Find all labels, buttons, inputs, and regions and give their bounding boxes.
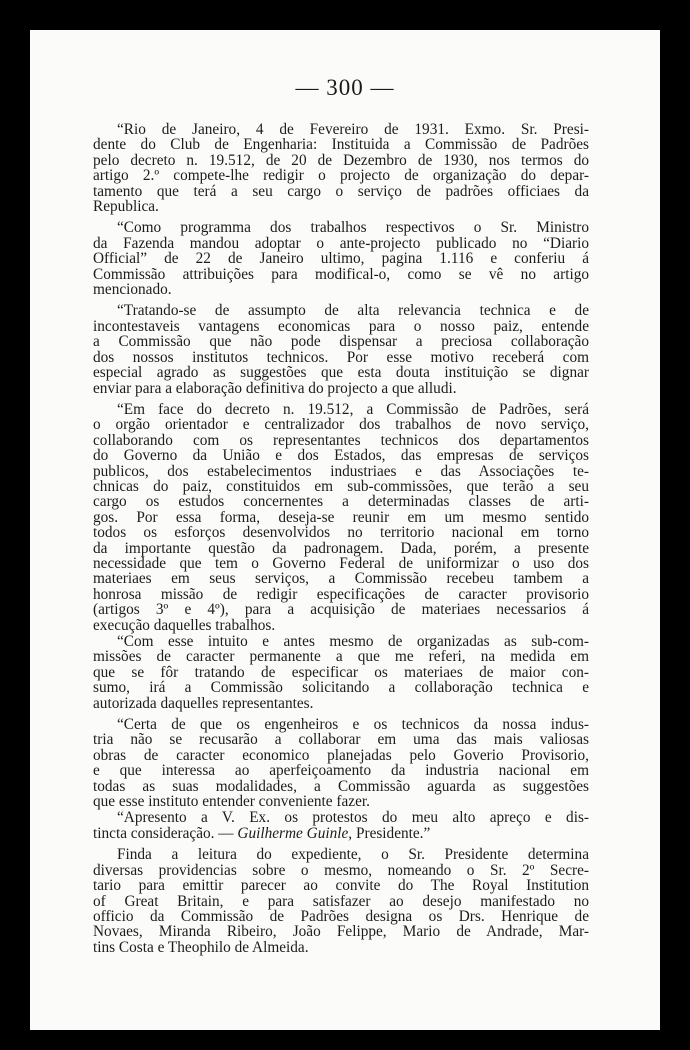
text-line: (artigos 3º e 4º), para a acquisição de materiaes necessarios á — [93, 601, 589, 619]
paragraph — [93, 634, 589, 711]
text-line: especial agrado as suggestões que esta douta instituição se dignar — [93, 364, 589, 382]
text-line: obras de caracter economico planejadas pelo Goverio Provisorio, — [93, 746, 589, 764]
paragraph — [93, 847, 589, 955]
text-line: officio da Commissão de Padrões designa os Drs. Henrique de — [93, 907, 589, 925]
text-line: materiaes em seus serviços, a Commissão recebeu tambem a — [93, 570, 589, 588]
text-line: Novaes, Miranda Ribeiro, João Felippe, Mario de Andrade, Mar- — [93, 923, 589, 941]
text-line: gos. Por essa forma, deseja-se reunir em um mesmo sentido — [93, 508, 589, 526]
text-line: pelo decreto n. 19.512, de 20 de Dezembro de 1930, nos termos do — [93, 151, 589, 169]
text-line: publicos, dos estabelecimentos industriaes e das Associações te- — [93, 462, 589, 480]
body-text — [93, 122, 589, 961]
text-line: “Com esse intuito e antes mesmo de organizadas as sub-com- — [117, 633, 589, 650]
text-line: Official” de 22 de Janeiro ultimo, pagina 1.116 e conferiu á — [93, 250, 589, 268]
text-line: autorizada daquelles representantes. — [93, 694, 314, 712]
text-line: tria não se recusarão a collaborar em uma das mais valiosas — [93, 731, 589, 749]
paragraph — [93, 717, 589, 809]
text-line: execução daquelles trabalhos. — [93, 616, 276, 634]
closing-line — [93, 826, 589, 841]
text-line: “Em face do decreto n. 19.512, a Commissão de Padrões, será — [117, 400, 589, 418]
text-line: tario para emittir parecer ao convite do The Royal Institution — [93, 877, 589, 895]
closing-pre: tincta consideração. — — [93, 824, 238, 842]
book-page — [30, 30, 660, 1030]
text-line: tins Costa e Theophilo de Almeida. — [93, 938, 309, 956]
text-line: honrosa missão de redigir especificações de caracter provisorio — [93, 585, 589, 603]
text-line: “Como programma dos trabalhos respectivos o Sr. Ministro — [117, 219, 589, 237]
paragraph — [93, 122, 589, 214]
text-line: dos nossos institutos technicos. Por esse motivo receberá com — [93, 348, 589, 366]
text-line: necessidade que tem o Governo Federal de uniformizar o uso dos — [93, 554, 589, 572]
text-line: “Rio de Janeiro, 4 de Fevereiro de 1931. Exmo. Sr. Presi- — [117, 121, 589, 138]
text-line: collaborando com os representantes technicos dos departamentos — [93, 431, 589, 449]
text-line: que se fôr tratando de especificar os materiaes de maior con- — [93, 663, 589, 681]
text-line: of Great Britain, e para satisfazer ao desejo manifestado no — [93, 892, 589, 910]
text-line: mencionado. — [93, 281, 172, 299]
text-line: Republica. — [93, 198, 159, 216]
signature-name: Guilherme Guinle, — [237, 824, 353, 842]
text-line: cargo os estudos concernentes a determinadas classes de arti- — [93, 493, 589, 511]
text-line: o orgão orientador e centralizador dos trabalhos de novo serviço, — [93, 416, 589, 434]
text-line: “Certa de que os engenheiros e os technicos da nossa indus- — [117, 716, 589, 734]
paragraph — [93, 810, 589, 841]
text-line: da Fazenda mandou adoptar o ante-projecto publicado no “Diario — [93, 234, 589, 252]
text-line: do Governo da União e dos Estados, das empresas de serviços — [93, 447, 589, 465]
text-line: dente do Club de Engenharia: Instituida a Commissão de Padrões — [93, 136, 589, 154]
text-line: que esse instituto entender conveniente fazer. — [93, 793, 370, 811]
text-line: Finda a leitura do expediente, o Sr. Presidente determina — [117, 846, 589, 864]
paragraph — [93, 402, 589, 633]
text-line: incontestaveis vantagens economicas para o nosso paiz, entende — [93, 317, 589, 335]
page-number: — 300 — — [295, 75, 395, 100]
text-line: enviar para a elaboração definitiva do projecto a que alludi. — [93, 379, 457, 397]
text-line: tamento que terá a seu cargo o serviço de padrões officiaes da — [93, 182, 589, 200]
paragraph — [93, 220, 589, 297]
text-line: a Commissão que não pode dispensar a preciosa collaboração — [93, 333, 589, 351]
text-line: todos os esforços desenvolvidos no territorio nacional em torno — [93, 524, 589, 542]
text-line: “Tratando-se de assumpto de alta relevancia technica e de — [117, 302, 589, 320]
text-line: chnicas do paiz, constituidos em sub-commissões, que terão a seu — [93, 477, 589, 495]
text-line: todas as suas modalidades, a Commissão aguarda as suggestões — [93, 777, 589, 795]
text-line: e que interessa ao aperfeiçoamento da industria nacional em — [93, 762, 589, 780]
text-line: artigo 2.º compete-lhe redigir o projecto de organização do depar- — [93, 167, 589, 185]
text-line: Commissão attribuições para modifical-o, como se vê no artigo — [93, 265, 589, 283]
closing-post: Presidente.” — [352, 824, 431, 842]
text-line: da importante questão da padronagem. Dada, porém, a presente — [93, 539, 589, 557]
text-line: sumo, irá a Commissão solicitando a collaboração technica e — [93, 679, 589, 697]
text-line: diversas providencias sobre o mesmo, nomeando o Sr. 2º Secre- — [93, 861, 589, 879]
text-line: “Apresento a V. Ex. os protestos do meu alto apreço e dis- — [117, 809, 589, 827]
paragraph — [93, 303, 589, 395]
text-line: missões de caracter permanente a que me referi, na medida em — [93, 648, 589, 666]
